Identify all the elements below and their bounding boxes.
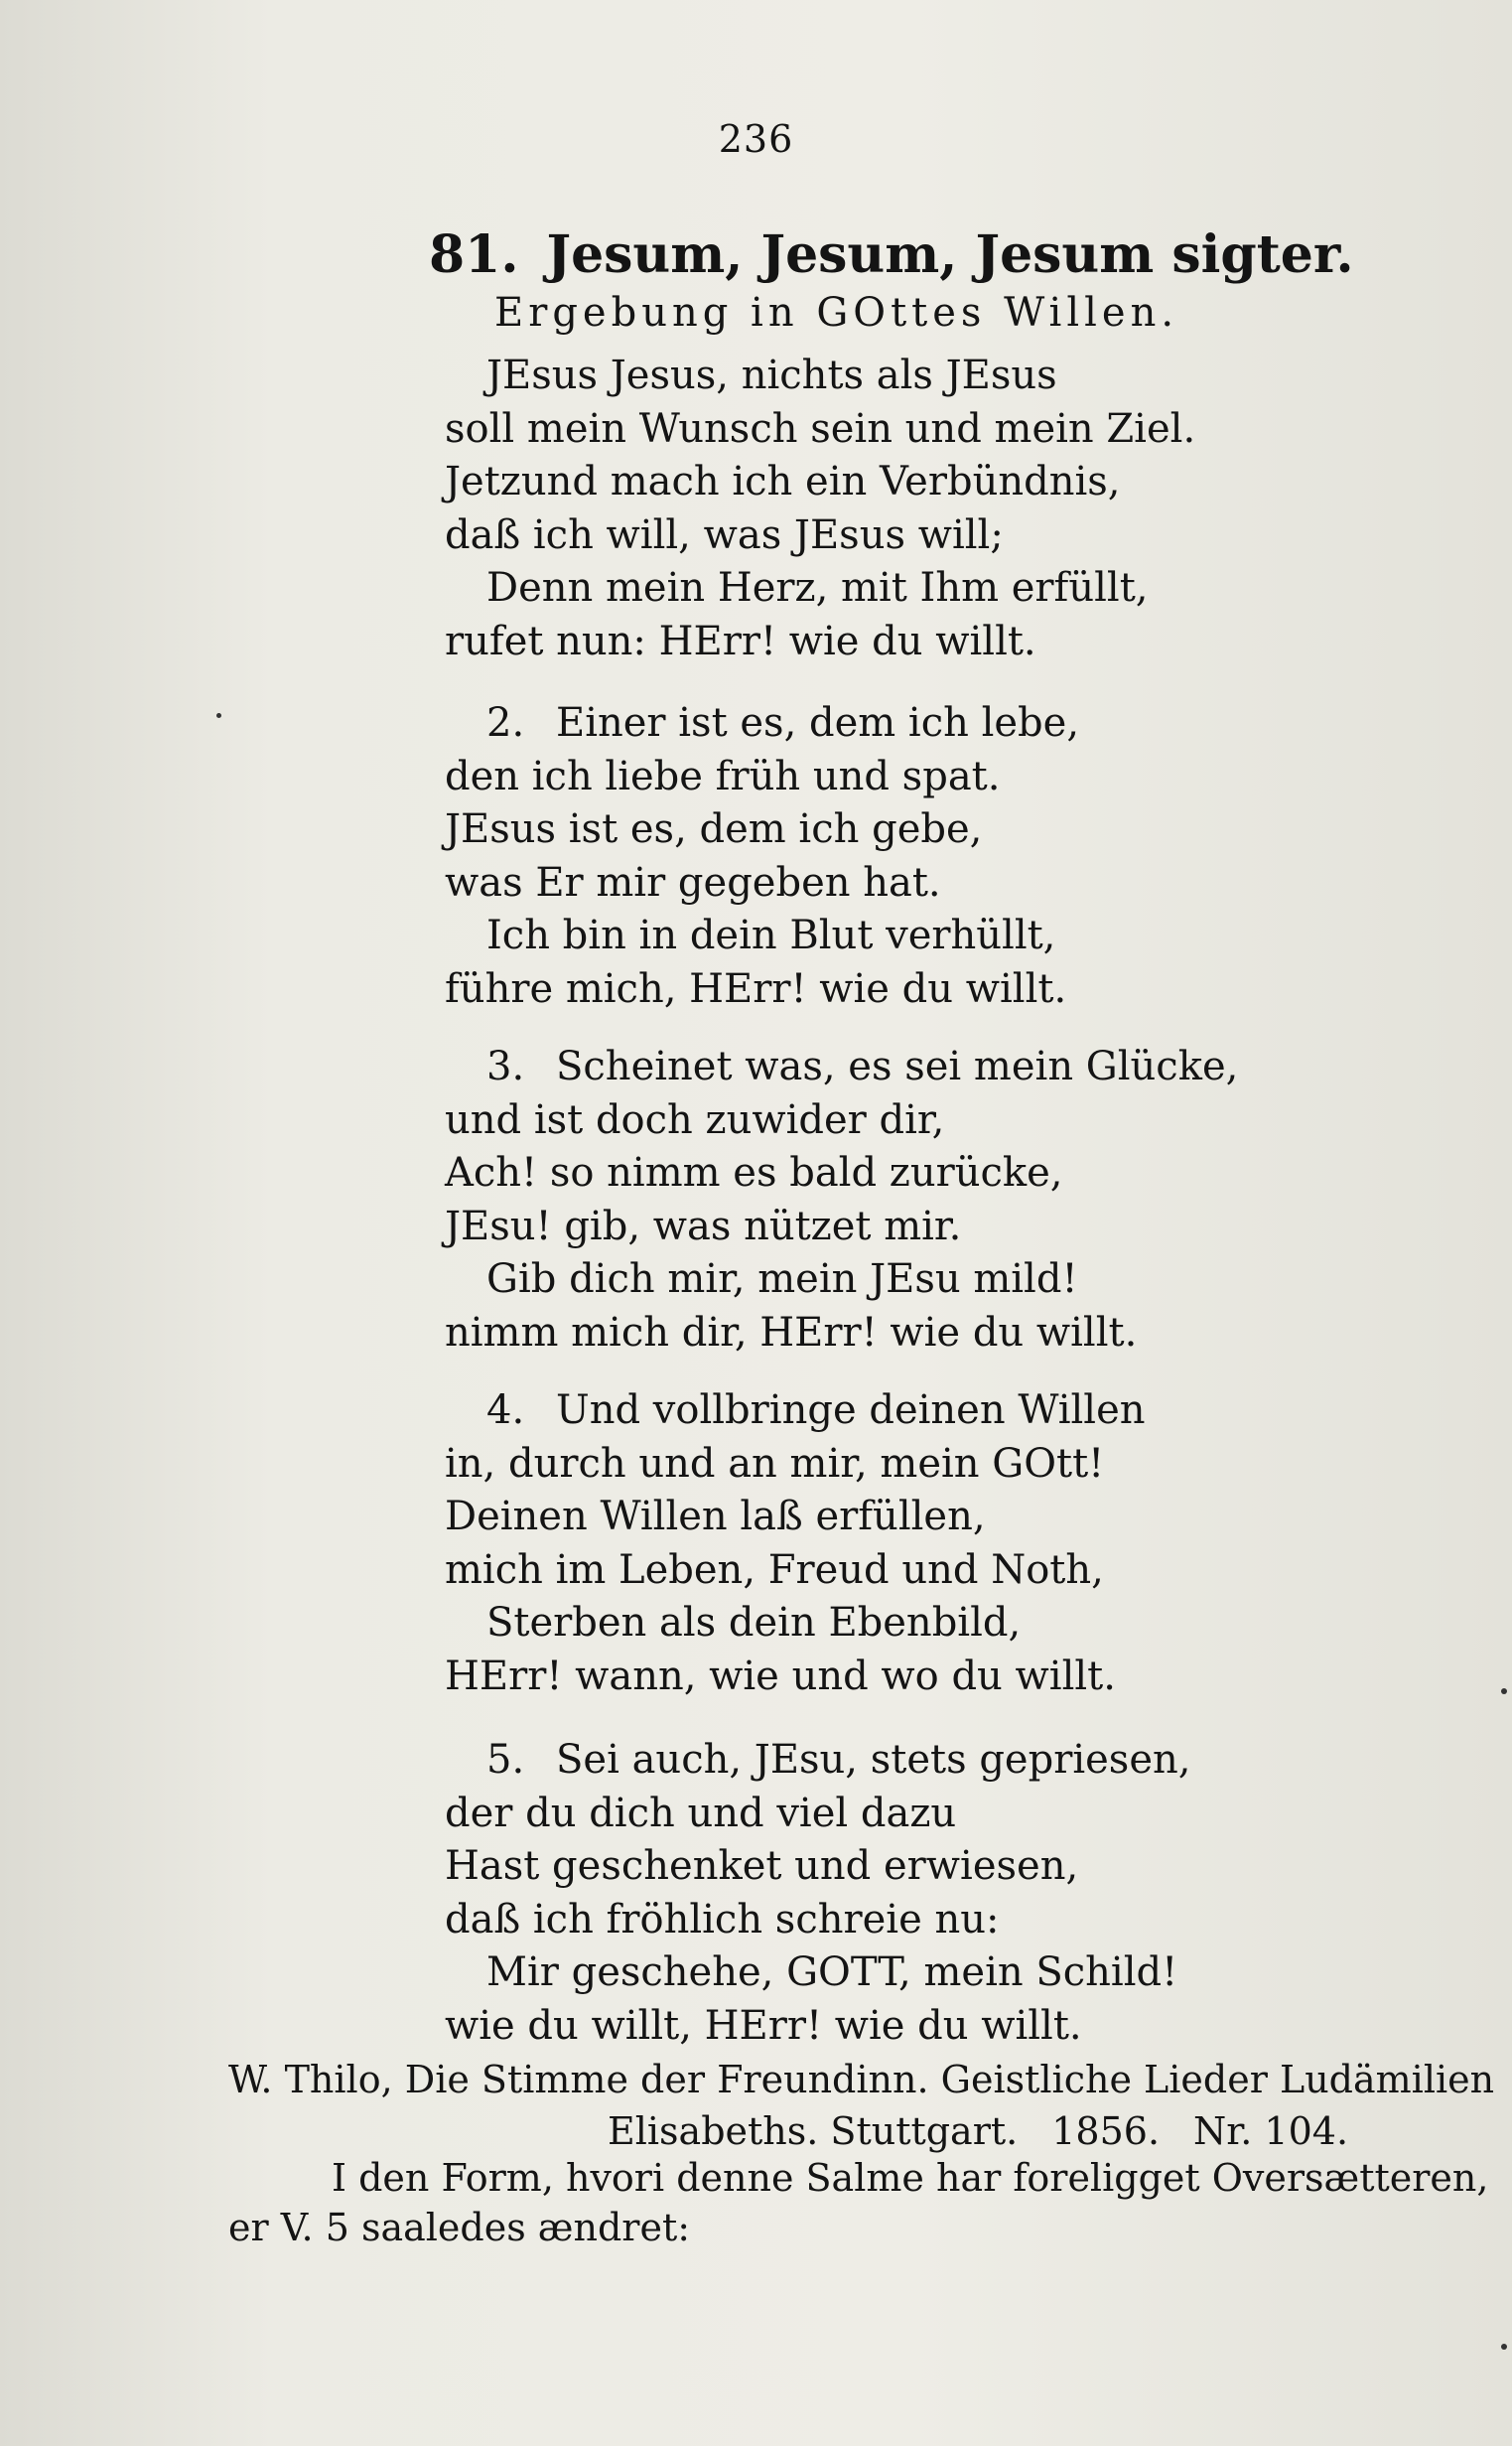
hymn-title-text: Jesum, Jesum, Jesum sigter. — [546, 224, 1354, 285]
verse-line: Mir geschehe, GOTT, mein Schild! — [486, 1949, 1178, 1995]
verse-line: Ich bin in dein Blut verhüllt, — [486, 913, 1056, 958]
verse-line: 5. Sei auch, JEsu, stets gepriesen, — [445, 1734, 1338, 1788]
source-line-1: W. Thilo, Die Stimme der Freundinn. Geistliche Lieder Ludämilien — [228, 2058, 1495, 2101]
verse-line: nimm mich dir, HErr! wie du willt. — [445, 1309, 1138, 1356]
verse-line: HErr! wann, wie und wo du willt. — [445, 1653, 1116, 1699]
verse-line: wie du willt, HErr! wie du willt. — [445, 2002, 1082, 2049]
verse-line: in, durch und an mir, mein GOtt! — [445, 1440, 1105, 1487]
verse-line: was Er mir gegeben hat. — [445, 859, 941, 906]
stanza-4 — [445, 1384, 1338, 1703]
verse-line: Ach! so nimm es bald zurücke, — [445, 1150, 1063, 1196]
hymn-subtitle: Ergebung in GOttes Willen. — [494, 290, 1179, 336]
verse-line: den ich liebe früh und spat. — [445, 753, 1001, 799]
paper-speck — [216, 713, 221, 718]
verse-line: und ist doch zuwider dir, — [445, 1096, 945, 1143]
verse-line: der du dich und viel dazu — [445, 1790, 957, 1836]
verse-line: 4. Und vollbringe deinen Willen — [445, 1384, 1338, 1438]
verse-line: daß ich fröhlich schreie nu: — [445, 1896, 1000, 1942]
translator-note — [228, 2153, 1489, 2252]
stanza-number: 3. — [486, 1044, 525, 1089]
stanza-number: 4. — [486, 1387, 525, 1433]
verse-line: rufet nun: HErr! wie du willt. — [445, 618, 1036, 664]
verse-line: JEsus ist es, dem ich gebe, — [445, 806, 983, 852]
source-number: Nr. 104. — [1193, 2109, 1349, 2153]
stanza-number: 2. — [486, 700, 525, 746]
hymn-title — [429, 224, 1354, 285]
note-line-2: er V. 5 saaledes ændret: — [228, 2206, 691, 2249]
verse-line: soll mein Wunsch sein und mein Ziel. — [445, 405, 1196, 452]
stanza-number: 5. — [486, 1737, 525, 1783]
verse-line: führe mich, HErr! wie du willt. — [445, 965, 1067, 1012]
verse-line: Gib dich mir, mein JEsu mild! — [486, 1256, 1078, 1302]
hymn-number: 81. — [429, 224, 519, 285]
stanza-3 — [445, 1041, 1338, 1360]
stanza-2 — [445, 697, 1338, 1016]
stanza-1 — [445, 350, 1338, 668]
paper-speck — [1501, 1688, 1507, 1694]
verse-line: Sterben als dein Ebenbild, — [486, 1600, 1022, 1646]
page-number: 236 — [718, 117, 794, 161]
verse-line: mich im Leben, Freud und Noth, — [445, 1546, 1104, 1593]
source-year: 1856. — [1051, 2109, 1161, 2153]
verse-line: Deinen Willen laß erfüllen, — [445, 1494, 986, 1539]
source-line-2 — [228, 2105, 1400, 2157]
verse-line: JEsus Jesus, nichts als JEsus — [486, 353, 1057, 398]
stanza-5 — [445, 1734, 1338, 2053]
verse-line: Jetzund mach ich ein Verbündnis, — [445, 459, 1121, 504]
paper-speck — [1501, 2344, 1507, 2350]
source-citation — [228, 2054, 1495, 2157]
verse-line: 2. Einer ist es, dem ich lebe, — [445, 697, 1338, 751]
verse-line: 3. Scheinet was, es sei mein Glücke, — [445, 1041, 1338, 1094]
verse-line: Denn mein Herz, mit Ihm erfüllt, — [486, 565, 1149, 611]
verse-line: daß ich will, was JEsus will; — [445, 511, 1004, 558]
note-line-1: I den Form, hvori denne Salme har foreligget Oversætteren, — [332, 2156, 1489, 2200]
verse-line: JEsu! gib, was nützet mir. — [445, 1203, 962, 1249]
source-place: Elisabeths. Stuttgart. — [608, 2109, 1019, 2153]
verse-line: Hast geschenket und erwiesen, — [445, 1843, 1079, 1889]
